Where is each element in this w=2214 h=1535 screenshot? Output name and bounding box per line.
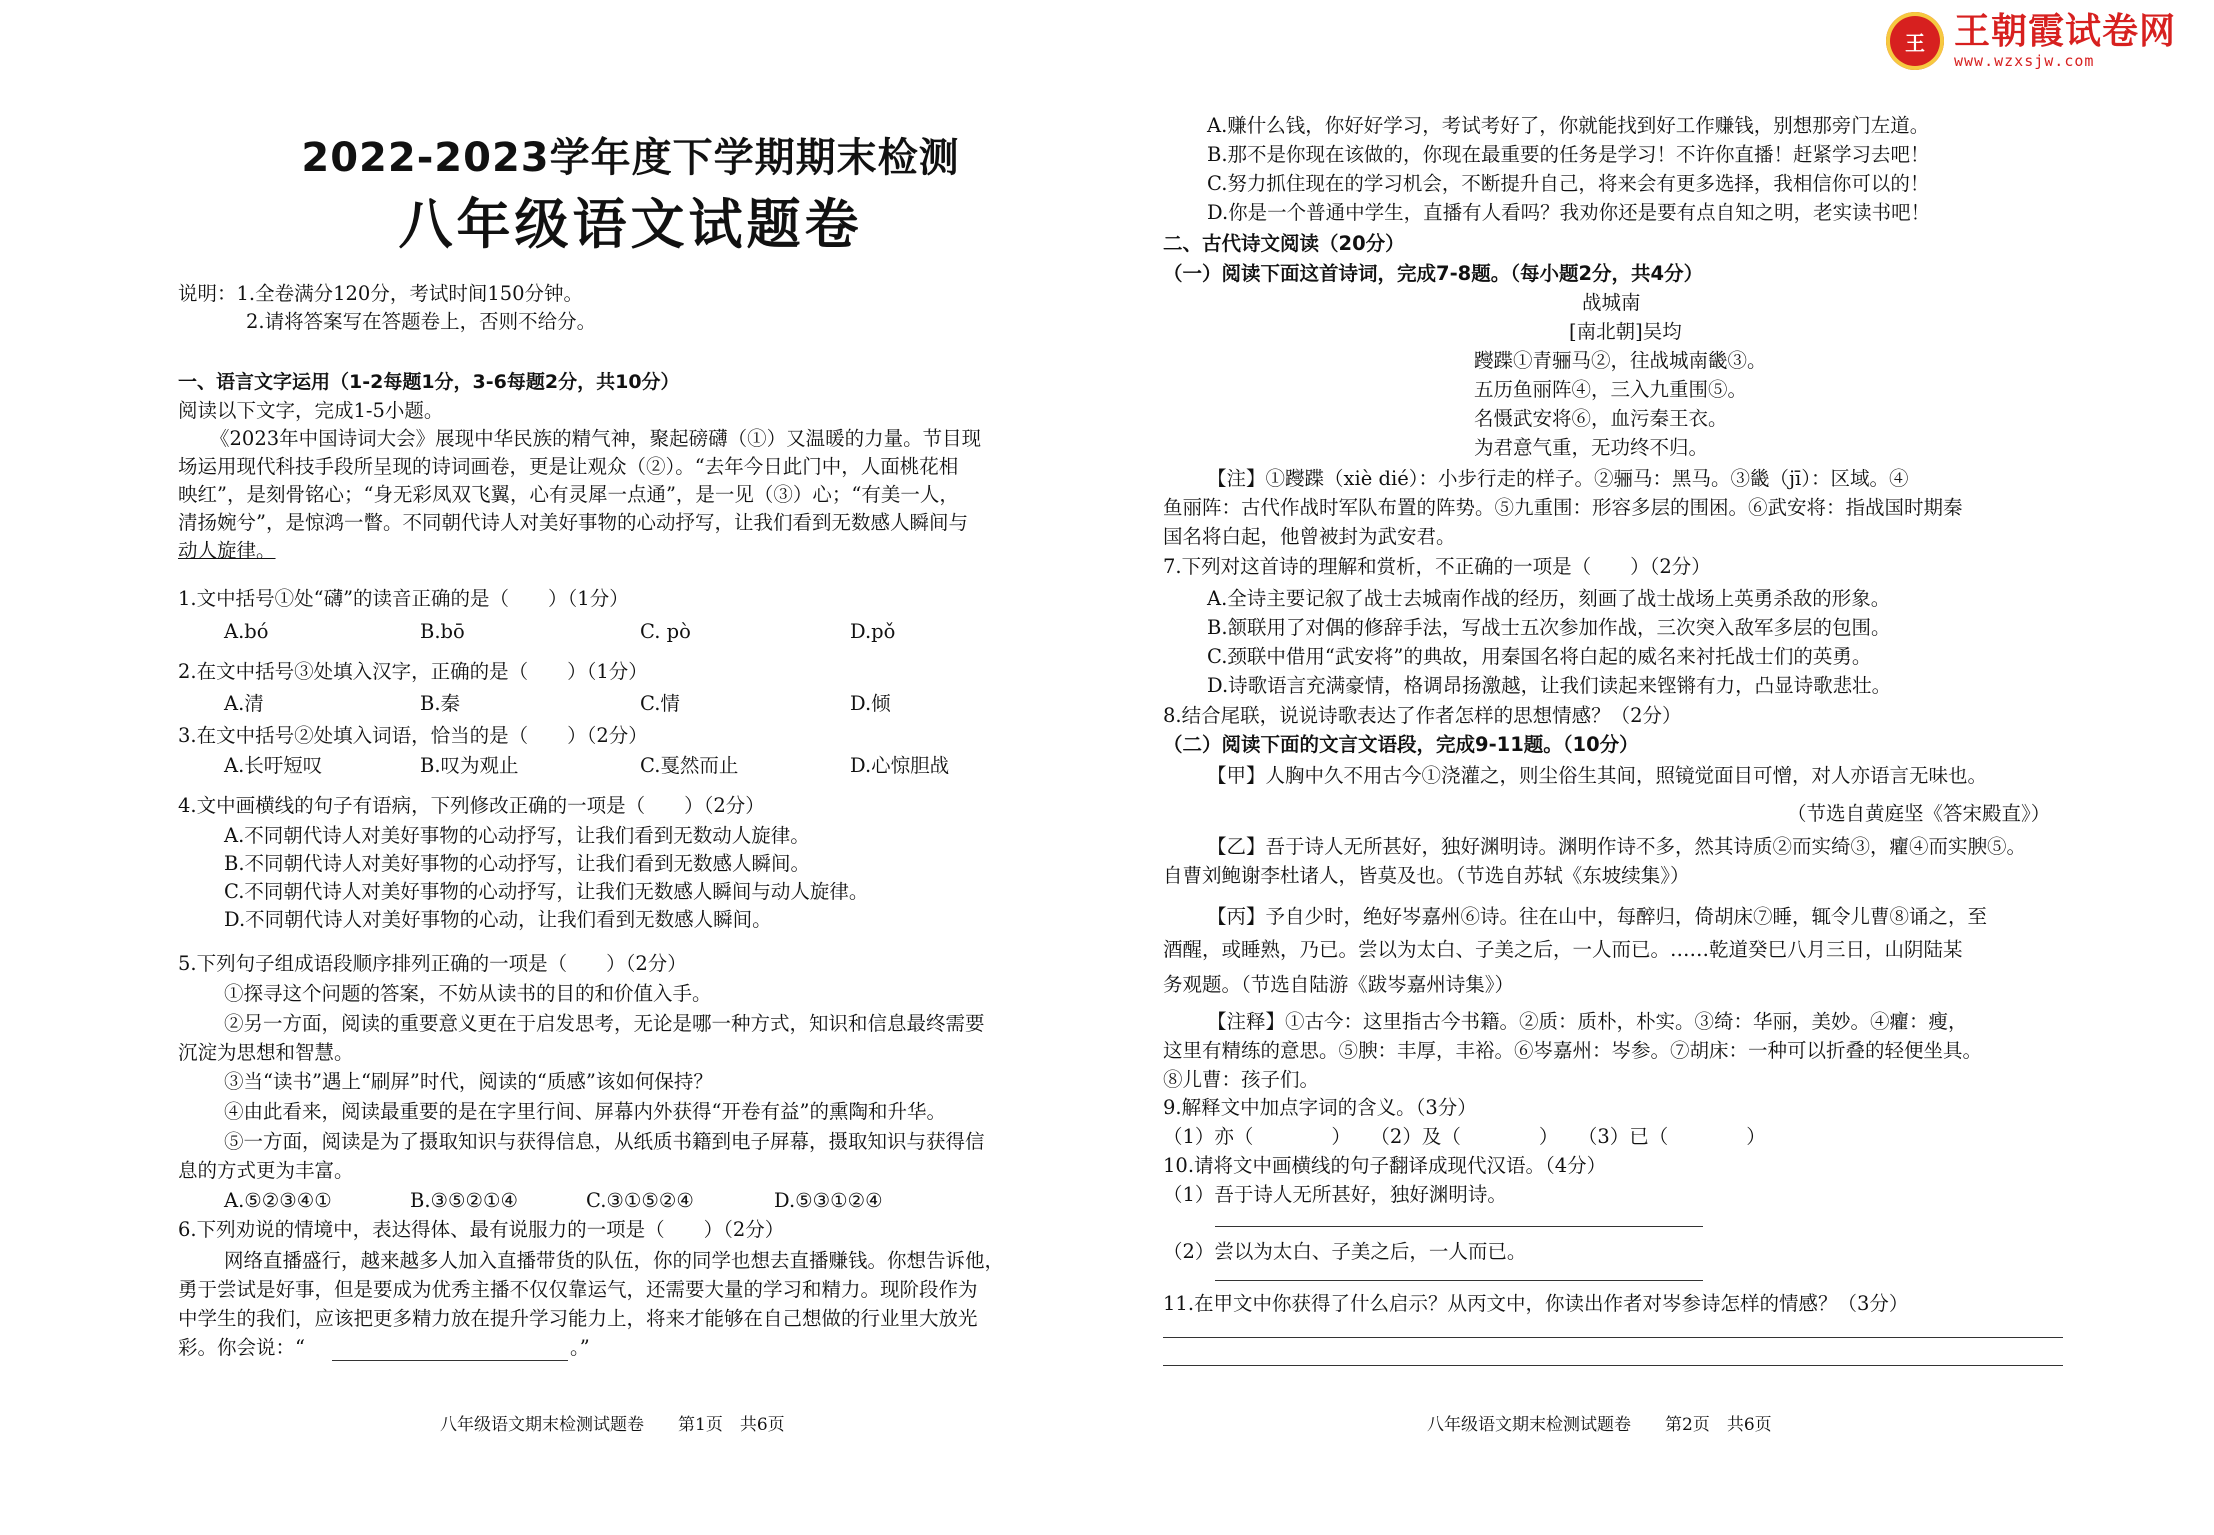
question-7: 7.下列对这首诗的理解和赏析，不正确的一项是（ ）（2分） [1163, 555, 1711, 578]
poem-line: 五历鱼丽阵④，三入九重围⑤。 [1474, 378, 1748, 401]
option-d: D.⑤③①②④ [774, 1189, 883, 1212]
option-d: D.pǒ [850, 620, 896, 643]
poem-line: 为君意气重，无功终不归。 [1474, 436, 1709, 459]
subsection-1-heading: （一）阅读下面这首诗词，完成7-8题。（每小题2分，共4分） [1163, 262, 1704, 285]
option-a: A.赚什么钱，你好好学习，考试考好了，你就能找到好工作赚钱，别想那旁门左道。 [1207, 114, 1930, 137]
option-b: B.秦 [420, 692, 461, 715]
option-d: D.倾 [850, 692, 891, 715]
passage-line: 清扬婉兮”，是惊鸿一瞥。不同朝代诗人对美好事物的心动抒写，让我们看到无数感人瞬间与 [178, 511, 968, 534]
poem-line: 躞蹀①青骊马②，往战城南畿③。 [1474, 349, 1767, 372]
option-c: C.戛然而止 [640, 754, 739, 777]
question-10: 10.请将文中画横线的句子翻译成现代汉语。（4分） [1163, 1154, 1607, 1177]
sentence-4: ④由此看来，阅读最重要的是在字里行间、屏幕内外获得“开卷有益”的熏陶和升华。 [224, 1100, 946, 1123]
scenario-line: 彩。你会说：“ [178, 1336, 305, 1359]
instruction-1: 说明：1.全卷满分120分，考试时间150分钟。 [178, 282, 584, 305]
answer-blank[interactable] [332, 1334, 568, 1361]
option-d: D.心惊胆战 [850, 754, 950, 777]
poem-line: 名慑武安将⑥，血污秦王衣。 [1474, 407, 1728, 430]
option-a: A.全诗主要记叙了战士去城南作战的经历，刻画了战士战场上英勇杀敌的形象。 [1207, 587, 1891, 610]
option-b: B.③⑤②①④ [410, 1189, 518, 1212]
option-c: C.情 [640, 692, 680, 715]
poem-notes: 国名将白起，他曾被封为武安君。 [1163, 525, 1456, 548]
option-b: B.那不是你现在该做的，你现在最重要的任务是学习！不许你直播！赶紧学习去吧！ [1207, 143, 1930, 166]
passage-intro: 阅读以下文字，完成1-5小题。 [178, 399, 444, 422]
question-4: 4.文中画横线的句子有语病，下列修改正确的一项是（ ）（2分） [178, 794, 765, 817]
question-1: 1.文中括号①处“礴”的读音正确的是（ ）（1分） [178, 587, 629, 610]
annotations: 【注释】①古今：这里指古今书籍。②质：质朴，朴实。③绮：华丽，美妙。④癯：瘦， [1207, 1010, 1968, 1033]
annotations: ⑧儿曹：孩子们。 [1163, 1068, 1320, 1091]
option-c: C.颈联中借用“武安将”的典故，用秦国名将白起的威名来衬托战士们的英勇。 [1207, 645, 1872, 668]
passage-line: 《2023年中国诗词大会》展现中华民族的精气神，聚起磅礴（①）又温暖的力量。节目现 [210, 427, 982, 450]
option-a: A.长吁短叹 [224, 754, 323, 777]
exam-title: 2022-2023学年度下学期期末检测 [301, 135, 960, 181]
subsection-2-heading: （二）阅读下面的文言文语段，完成9-11题。（10分） [1163, 733, 1639, 756]
option-a: A.清 [224, 692, 264, 715]
page-footer: 八年级语文期末检测试题卷 第2页 共6页 [1427, 1415, 1772, 1435]
text-yi: 【乙】吾于诗人无所甚好，独好渊明诗。渊明作诗不多，然其诗质②而实绮③，癯④而实腴⑤。 [1207, 835, 2027, 858]
question-8: 8.结合尾联，说说诗歌表达了作者怎样的思想情感？（2分） [1163, 704, 1682, 727]
option-b: B.bō [420, 620, 465, 643]
option-c: C.不同朝代诗人对美好事物的心动抒写，让我们无数感人瞬间与动人旋律。 [224, 880, 869, 903]
question-5: 5.下列句子组成语段顺序排列正确的一项是（ ）（2分） [178, 952, 687, 975]
answer-line[interactable] [1163, 1337, 2063, 1338]
question-3: 3.在文中括号②处填入词语，恰当的是（ ）（2分） [178, 724, 648, 747]
answer-line[interactable] [1163, 1365, 2063, 1366]
section-1-heading: 一、语言文字运用（1-2每题1分，3-6每题2分，共10分） [178, 371, 680, 393]
option-b: B.叹为观止 [420, 754, 519, 777]
question-2: 2.在文中括号③处填入汉字，正确的是（ ）（1分） [178, 660, 648, 683]
section-2-heading: 二、古代诗文阅读（20分） [1163, 232, 1405, 255]
question-10-1: （1）吾于诗人无所甚好，独好渊明诗。 [1163, 1183, 1507, 1206]
passage-line: 场运用现代科技手段所呈现的诗词画卷，更是让观众（②）。“去年今日此门中，人面桃花相 [178, 455, 959, 478]
option-c: C. pò [640, 620, 691, 643]
scenario-line: 中学生的我们，应该把更多精力放在提升学习能力上，将来才能够在自己想做的行业里大放光 [178, 1307, 978, 1330]
option-a: A.bó [224, 620, 269, 643]
text-jia: 【甲】人胸中久不用古今①浇灌之，则尘俗生其间，照镜觉面目可憎，对人亦语言无味也。 [1207, 764, 1988, 787]
question-11: 11.在甲文中你获得了什么启示？从丙文中，你读出作者对岑参诗怎样的情感？（3分） [1163, 1292, 1909, 1315]
text-bing-cont: 酒醒，或睡熟，乃已。尝以为太白、子美之后，一人而已。……乾道癸巳八月三日，山阴陆某 [1163, 938, 1963, 961]
exam-subtitle: 八年级语文试题卷 [398, 193, 863, 256]
sentence-3: ③当“读书”遇上“刷屏”时代，阅读的“质感”该如何保持？ [224, 1070, 713, 1093]
annotations: 这里有精练的意思。⑤腴：丰厚，丰裕。⑥岑嘉州：岑参。⑦胡床：一种可以折叠的轻便坐具。 [1163, 1039, 1983, 1062]
seal-icon: 王 [1886, 12, 1944, 70]
option-b: B.不同朝代诗人对美好事物的心动抒写，让我们看到无数感人瞬间。 [224, 852, 811, 875]
passage-line: 映红”，是刻骨铭心；“身无彩凤双飞翼，心有灵犀一点通”，是一见（③）心；“有美一人， [178, 483, 959, 506]
text-yi-cont: 自曹刘鲍谢李杜诸人，皆莫及也。（节选自苏轼《东坡续集》） [1163, 864, 1690, 887]
scenario-line: 网络直播盛行，越来越多人加入直播带货的队伍，你的同学也想去直播赚钱。你想告诉他， [224, 1249, 1005, 1272]
option-a: A.⑤②③④① [224, 1189, 332, 1212]
sentence-2: ②另一方面，阅读的重要意义更在于启发思考，无论是哪一种方式，知识和信息最终需要 [224, 1012, 985, 1035]
question-10-2: （2）尝以为太白、子美之后，一人而已。 [1163, 1240, 1527, 1263]
poem-notes: 【注】①躞蹀（xiè dié）：小步行走的样子。②骊马：黑马。③畿（jī）：区域。④ [1207, 467, 1909, 490]
question-9: 9.解释文中加点字词的含义。（3分） [1163, 1096, 1477, 1119]
text-bing: 【丙】予自少时，绝好岑嘉州⑥诗。往在山中，每醉归，倚胡床⑦睡，辄令儿曹⑧诵之，至 [1207, 905, 1988, 928]
text-jia-source: （节选自黄庭坚《答宋殿直》） [1787, 802, 2051, 825]
instruction-2: 2.请将答案写在答题卷上，否则不给分。 [246, 310, 597, 333]
poem-title: 战城南 [1582, 291, 1641, 314]
option-d: D.不同朝代诗人对美好事物的心动，让我们看到无数感人瞬间。 [224, 908, 772, 931]
text-bing-cont: 务观题。（节选自陆游《跋岑嘉州诗集》） [1163, 973, 1515, 996]
poem-author: [南北朝]吴均 [1569, 320, 1682, 343]
option-d: D.诗歌语言充满豪情，格调昂扬激越，让我们读起来铿锵有力，凸显诗歌悲壮。 [1207, 674, 1892, 697]
passage-line: 动人旋律。 [178, 539, 276, 562]
answer-line[interactable] [1215, 1226, 1703, 1227]
question-6: 6.下列劝说的情境中，表达得体、最有说服力的一项是（ ）（2分） [178, 1218, 785, 1241]
page-footer: 八年级语文期末检测试题卷 第1页 共6页 [440, 1415, 785, 1435]
page-2 [1107, 0, 2214, 1535]
answer-line[interactable] [1215, 1280, 1703, 1281]
poem-notes: 鱼丽阵：古代作战时军队布置的阵势。⑤九重围：形容多层的围困。⑥武安将：指战国时期秦 [1163, 496, 1963, 519]
sentence-5: ⑤一方面，阅读是为了摄取知识与获得信息，从纸质书籍到电子屏幕，摄取知识与获得信 [224, 1130, 985, 1153]
option-c: C.努力抓住现在的学习机会，不断提升自己，将来会有更多选择，我相信你可以的！ [1207, 172, 1930, 195]
option-d: D.你是一个普通中学生，直播有人看吗？我劝你还是要有点自知之明，老实读书吧！ [1207, 201, 1931, 224]
question-9-blanks: （1）亦（ ） （2）及（ ） （3）已（ ） [1163, 1125, 1766, 1148]
option-b: B.颔联用了对偶的修辞手法，写战士五次参加作战，三次突入敌军多层的包围。 [1207, 616, 1891, 639]
sentence-5-cont: 息的方式更为丰富。 [178, 1159, 354, 1182]
option-a: A.不同朝代诗人对美好事物的心动抒写，让我们看到无数动人旋律。 [224, 824, 810, 847]
logo-url: www.wzxsjw.com [1953, 51, 2095, 70]
logo-name: 王朝霞试卷网 [1953, 10, 2176, 52]
sentence-2-cont: 沉淀为思想和智慧。 [178, 1041, 354, 1064]
scenario-line: 勇于尝试是好事，但是要成为优秀主播不仅仅靠运气，还需要大量的学习和精力。现阶段作为 [178, 1278, 978, 1301]
option-c: C.③①⑤②④ [586, 1189, 694, 1212]
sentence-1: ①探寻这个问题的答案，不妨从读书的目的和价值入手。 [224, 982, 712, 1005]
scenario-close: 。” [570, 1336, 590, 1359]
